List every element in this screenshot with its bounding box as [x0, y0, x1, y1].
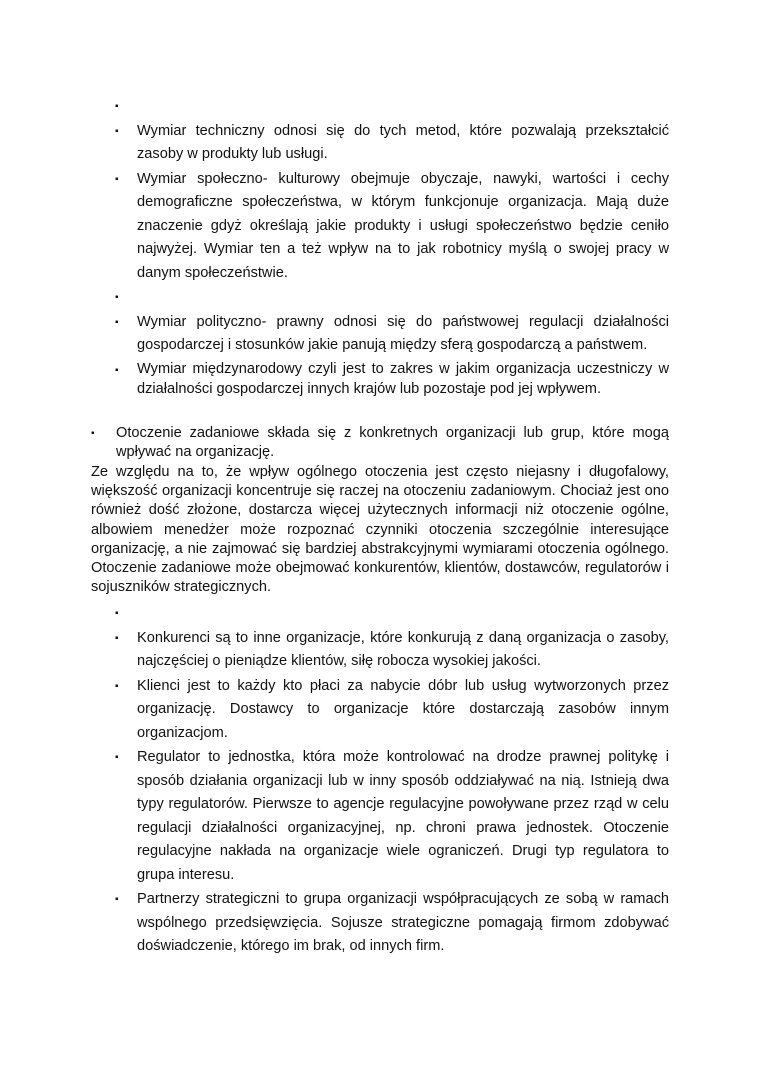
list-item — [0, 286, 760, 310]
list-item — [0, 95, 760, 119]
list-item — [0, 602, 760, 626]
list-item: ▪ Konkurenci są to inne organizacje, które konkurują z daną organizacja o zasoby, najczęściej o pieniądze klientów, siłę robocza wysokiej jakości. — [0, 627, 760, 674]
list-item: ▪ Wymiar polityczno- prawny odnosi się do państwowej regulacji działalności gospodarczej i stosunków jakie panują między sferą gospodarczą a państwem. — [0, 311, 760, 358]
list-item: ▪ Partnerzy strategiczni to grupa organizacji współpracujących ze sobą w ramach wspólnego przedsięwzięcia. Sojusze strategiczne pomagają firmom zdobywać doświadczenie, którego im brak, od innych firm. — [0, 888, 760, 959]
task-environment-bullet-list — [0, 424, 760, 462]
list-item: ▪ Regulator to jednostka, która może kontrolować na drodze prawnej politykę i sposób działania organizacji lub w inny sposób oddziaływać na nią. Istnieją dwa typy regulatorów. Pierwsze to agencje regulacyjne powoływane przez rząd w celu regulacji działalności organizacyjnej, np. chroni prawa jednostek. Otoczenie regulacyjne nakłada na organizacje wiele ograniczeń. Drugi typ regulatora to grupa interesu. — [0, 746, 760, 887]
list-item: ▪ Wymiar społeczno- kulturowy obejmuje obyczaje, nawyki, wartości i cechy demograficzne społeczeństwa, w którym funkcjonuje organizacja. Mają duże znaczenie gdyż określają jakie produkty i usługi społeczeństwo będzie ceniło najwyżej. Wymiar ten a też wpływ na to jak robotnicy myślą o swojej pracy w danym społeczeństwie. — [0, 168, 760, 286]
list-item: ▪ Wymiar techniczny odnosi się do tych metod, które pozwalają przekształcić zasoby w produkty lub usługi. — [0, 120, 760, 167]
task-environment-elements-list — [0, 602, 760, 959]
list-item: ▪ Wymiar międzynarodowy czyli jest to zakres w jakim organizacja uczestniczy w działalności gospodarczej innych krajów lub pozostaje pod jej wpływem. — [0, 359, 760, 399]
environment-dimensions-list — [0, 95, 760, 399]
list-item: ▪ Klienci jest to każdy kto płaci za nabycie dóbr lub usług wytworzonych przez organizację. Dostawcy to organizacje które dostarczają zasobów innym organizacjom. — [0, 675, 760, 746]
list-item: ▪ Otoczenie zadaniowe składa się z konkretnych organizacji lub grup, które mogą wpływać na organizację. — [0, 424, 760, 462]
body-paragraph: Ze względu na to, że wpływ ogólnego otoczenia jest często niejasny i długofalowy, większość organizacji koncentruje się raczej na otoczeniu zadaniowym. Chociaż jest ono również dość złożone, dostarcza więcej użytecznych informacji niż otoczenie ogólne, albowiem menedżer może rozpoznać czynniki otoczenia szczególnie interesujące organizację, a nie zajmować się bardziej abstrakcyjnymi wymiarami otoczenia ogólnego. Otoczenie zadaniowe może obejmować konkurentów, klientów, dostawców, regulatorów i sojuszników strategicznych. — [91, 464, 669, 596]
